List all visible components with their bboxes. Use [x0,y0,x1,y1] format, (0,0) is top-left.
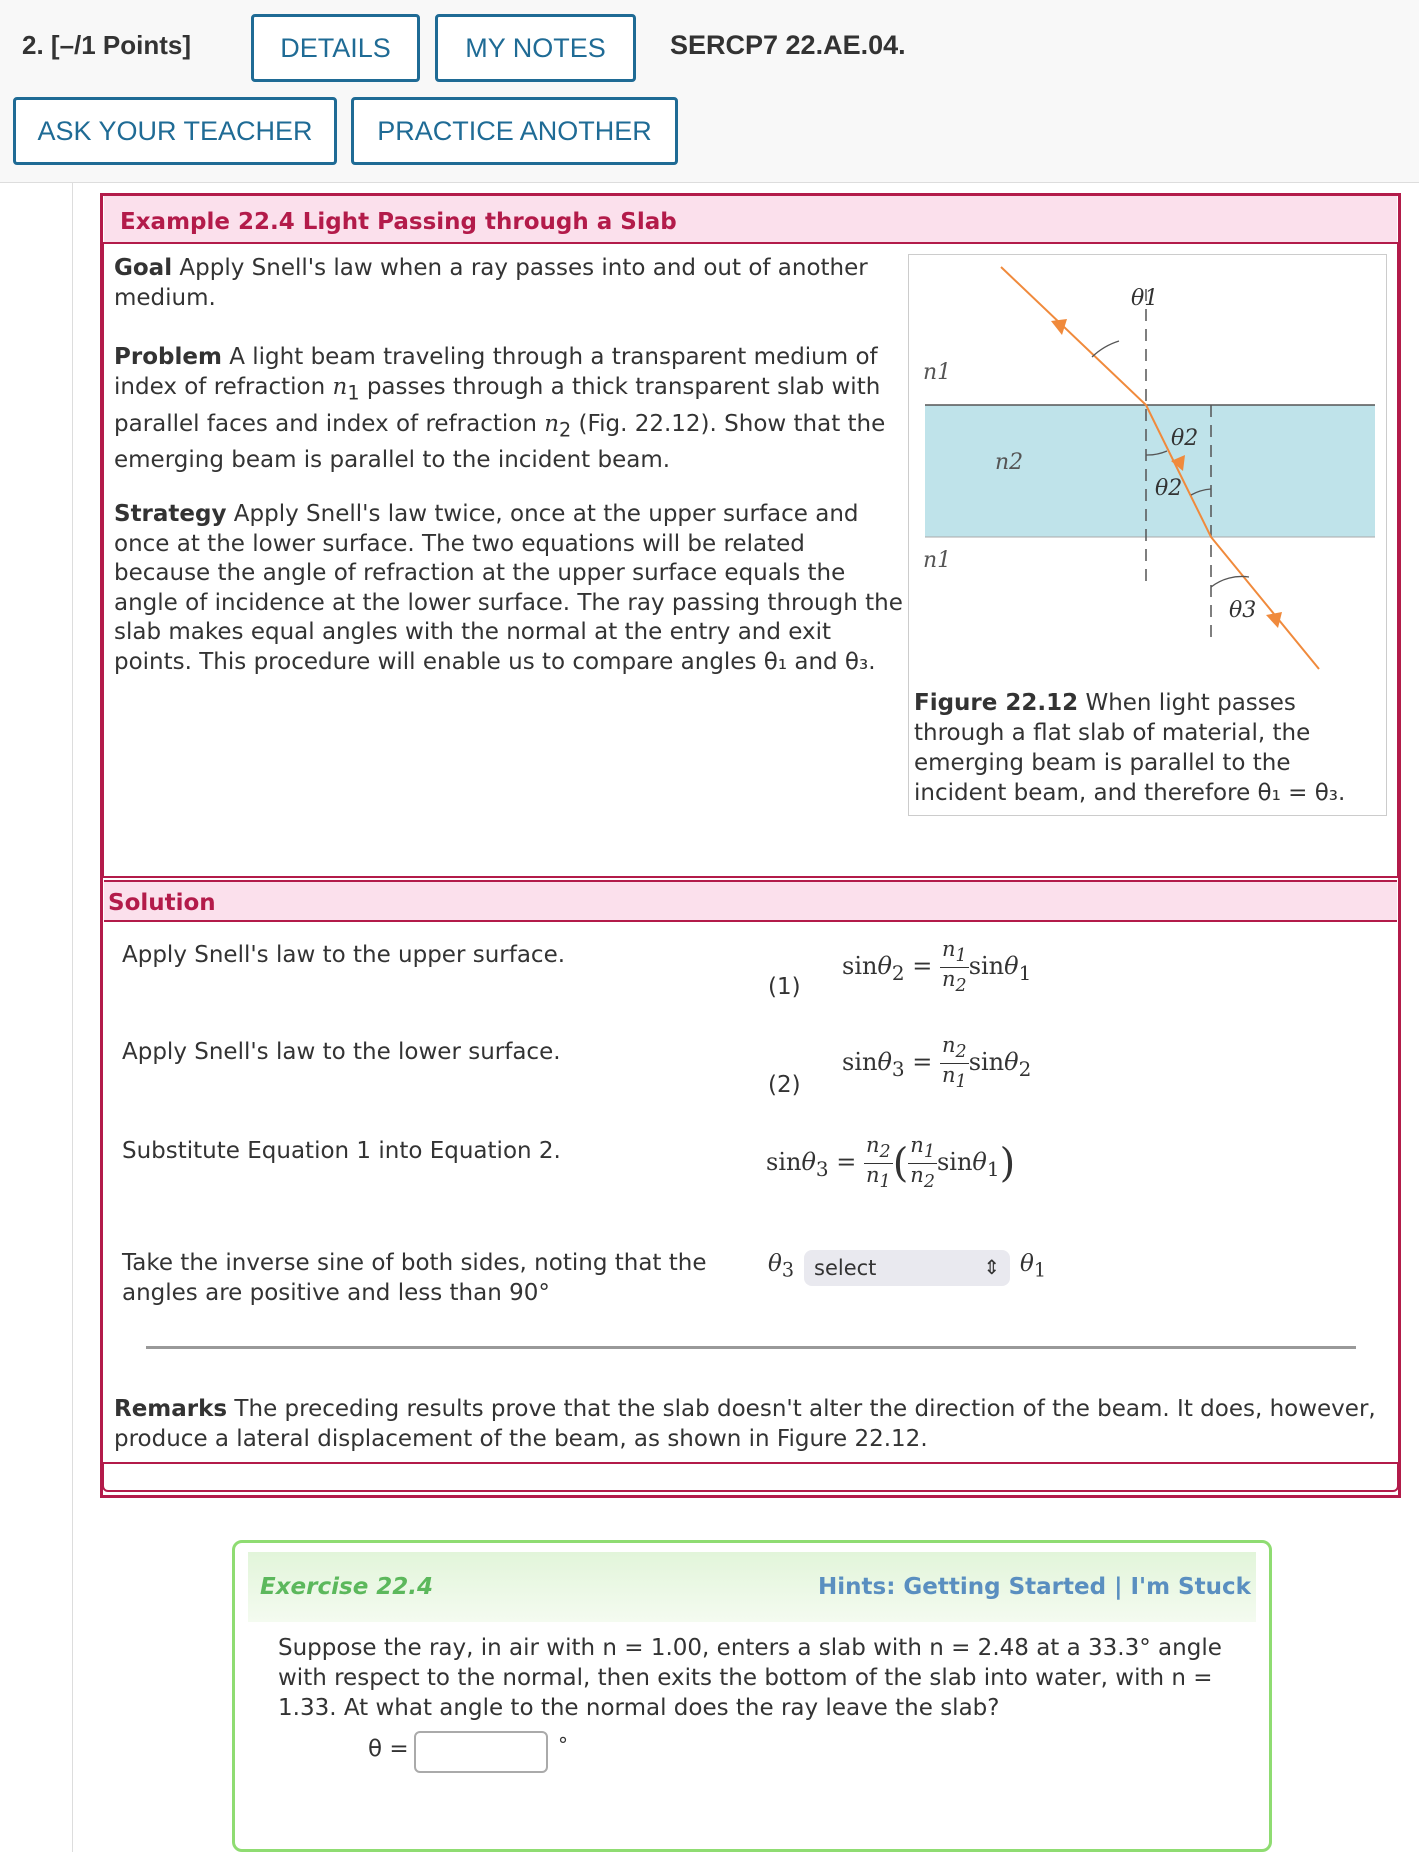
remarks-label: Remarks [114,1396,228,1422]
example-footer-bar [102,1462,1399,1492]
figure-caption [914,688,1384,808]
problem-paragraph: Problem A light beam traveling through a transparent medium of index of refraction $n_1$ passes through a thick transparent slab with parallel faces and index of refraction $n_2$ (Fig. 22.12). Show that the emerging beam is parallel to the incident beam. [114,344,886,474]
strategy-text: Apply Snell's law twice, once at the upper surface and once at the lower surface. The two equations will be related because the angle of refraction at the upper surface equals the angle of incidence at the lower surface. The ray passing through the slab makes equal angles with the normal at the entry and exit points. This procedure will enable us to compare angles θ₁ and θ₃. [114,501,903,675]
problem-label: Problem [114,344,222,370]
theta2-label-b: θ2 [1155,476,1183,501]
theta1-symbol: $\theta_1$ [1020,1251,1047,1282]
relation-select[interactable] [804,1250,1010,1286]
solution-step-2: Apply Snell's law to the lower surface. [122,1039,561,1065]
example-title-bar [104,196,1397,244]
n1-top-label: n1 [923,360,952,385]
divider [146,1346,1356,1349]
left-rule [72,182,73,1852]
equation-2: sinθ$_3$ = $\frac{n_2}{n_1}$ sinθ$_2$ [842,1033,1032,1093]
equation-1-number: (1) [768,974,801,1000]
remarks-text: The preceding results prove that the slab doesn't alter the direction of the beam. It does, however, produce a lateral displacement of the beam, as shown in Figure 22.12. [114,1396,1376,1452]
figure-caption-text: When light passes through a flat slab of material, the emerging beam is parallel to the incident beam, and therefore θ₁ = θ₃. [914,690,1346,806]
equation-substituted: sinθ$_3$ = $\frac{n_2}{n_1}$ ( $\frac{n_1}{n_2}$ sinθ$_1$) [766,1133,1016,1193]
question-points: 2. [–/1 Points] [22,30,192,60]
remarks-paragraph [114,1394,1384,1454]
solution-step-3: Substitute Equation 1 into Equation 2. [122,1138,561,1164]
example-title: Example 22.4 Light Passing through a Slab [120,209,677,235]
n1-bottom-label: n1 [923,548,952,573]
theta3-label: θ3 [1229,598,1257,623]
my-notes-button[interactable]: MY NOTES [435,14,636,82]
details-button[interactable]: DETAILS [251,14,420,82]
solution-title-bar [104,880,1397,922]
strategy-label: Strategy [114,501,227,527]
theta3-symbol: $\theta_3$ [768,1251,795,1282]
strategy-paragraph [114,500,904,677]
relation-select-value: select [814,1256,877,1280]
equation-1: sinθ$_2$ = $\frac{n_1}{n_2}$ sinθ$_1$ [842,937,1032,997]
exercise-title: Exercise 22.4 [260,1574,434,1600]
figure-caption-label: Figure 22.12 [914,690,1079,716]
slab [925,405,1375,537]
theta-answer-input[interactable] [414,1731,548,1773]
n2-label: n2 [995,450,1024,475]
answer-label: θ = [368,1736,409,1762]
solution-title: Solution [108,890,216,916]
theta1-label: θ1 [1131,286,1159,311]
degree-unit: ° [558,1733,568,1757]
goal-paragraph [114,254,884,313]
practice-another-button[interactable]: PRACTICE ANOTHER [351,97,678,165]
hints-links[interactable]: Hints: Getting Started | I'm Stuck [818,1574,1251,1600]
ask-teacher-button[interactable]: ASK YOUR TEACHER [13,97,337,165]
exercise-text: Suppose the ray, in air with n = 1.00, enters a slab with n = 2.48 at a 33.3° angle with respect to the normal, then exits the bottom of the slab into water, with n = 1.33. At what angle to the normal does the ray leave the slab? [278,1635,1222,1721]
goal-label: Goal [114,255,173,281]
solution-step-1: Apply Snell's law to the upper surface. [122,942,566,968]
select-updown-icon: ⇕ [983,1255,1000,1279]
problem-code: SERCP7 22.AE.04. [670,30,906,60]
equation-2-number: (2) [768,1072,801,1098]
solution-step-4: Take the inverse sine of both sides, noting that the angles are positive and less than 90° [122,1250,707,1306]
theta1-arc [1092,341,1119,357]
theta2-label-a: θ2 [1171,426,1199,451]
goal-text: Apply Snell's law when a ray passes into and out of another medium. [114,255,868,311]
ray-arrow-3 [1266,612,1282,628]
